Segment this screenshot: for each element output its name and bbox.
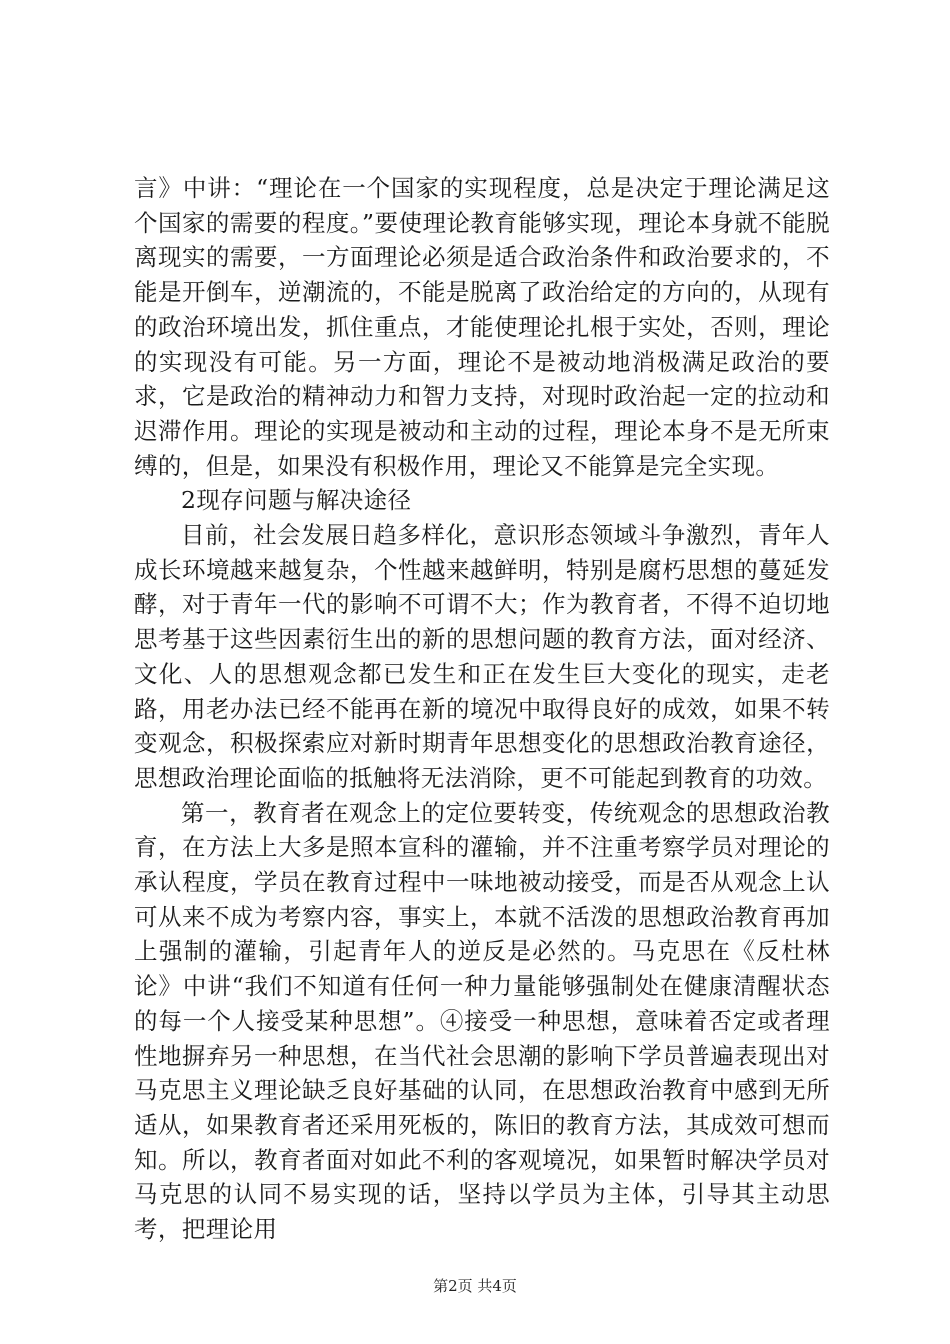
paragraph-first-point: 第一，教育者在观念上的定位要转变，传统观念的思想政治教育，在方法上大多是照本宣科的灌输，并不注重考察学员对理论的承认程度，学员在教育过程中一味地被动接受，而是否从观念上认可从来不成为考察内容，事实上，本就不活泼的思想政治教育再加上强制的灌输，引起青年人的逆反是必然的。马克思在《反杜林论》中讲“我们不知道有任何一种力量能够强制处在健康清醒状态的每一个人接受某种思想”。④接受一种思想，意味着否定或者理性地摒弃另一种思想，在当代社会思潮的影响下学员普遍表现出对马克思主义理论缺乏良好基础的认同，在思想政治教育中感到无所适从，如果教育者还采用死板的，陈旧的教育方法，其成效可想而知。所以，教育者面对如此不利的客观境况，如果暂时解决学员对马克思的认同不易实现的话，坚持以学员为主体，引导其主动思考，把理论用 [134, 798, 830, 1244]
paragraph-continuation: 言》中讲：“理论在一个国家的实现程度，总是决定于理论满足这个国家的需要的程度。”要使理论教育能够实现，理论本身就不能脱离现实的需要，一方面理论必须是适合政治条件和政治要求的，不能是开倒车，逆潮流的，不能是脱离了政治给定的方向的，从现有的政治环境出发，抓住重点，才能使理论扎根于实处，否则，理论的实现没有可能。另一方面，理论不是被动地消极满足政治的要求，它是政治的精神动力和智力支持，对现时政治起一定的拉动和迟滞作用。理论的实现是被动和主动的过程，理论本身不是无所束缚的，但是，如果没有积极作用，理论又不能算是完全实现。 [134, 174, 830, 480]
document-body [134, 171, 830, 1247]
paragraph-current-situation: 目前，社会发展日趋多样化，意识形态领域斗争激烈，青年人成长环境越来越复杂，个性越来越鲜明，特别是腐朽思想的蔓延发酵，对于青年一代的影响不可谓不大；作为教育者，不得不迫切地思考基于这些因素衍生出的新的思想问题的教育方法，面对经济、文化、人的思想观念都已发生和正在发生巨大变化的现实，走老路，用老办法已经不能再在新的境况中取得良好的成效，如果不转变观念，积极探索应对新时期青年思想变化的思想政治教育途径，思想政治理论面临的抵触将无法消除，更不可能起到教育的功效。 [134, 521, 830, 792]
section-heading: 2现存问题与解决途径 [181, 486, 412, 515]
page-number-footer: 第2页 共4页 [433, 1277, 517, 1295]
